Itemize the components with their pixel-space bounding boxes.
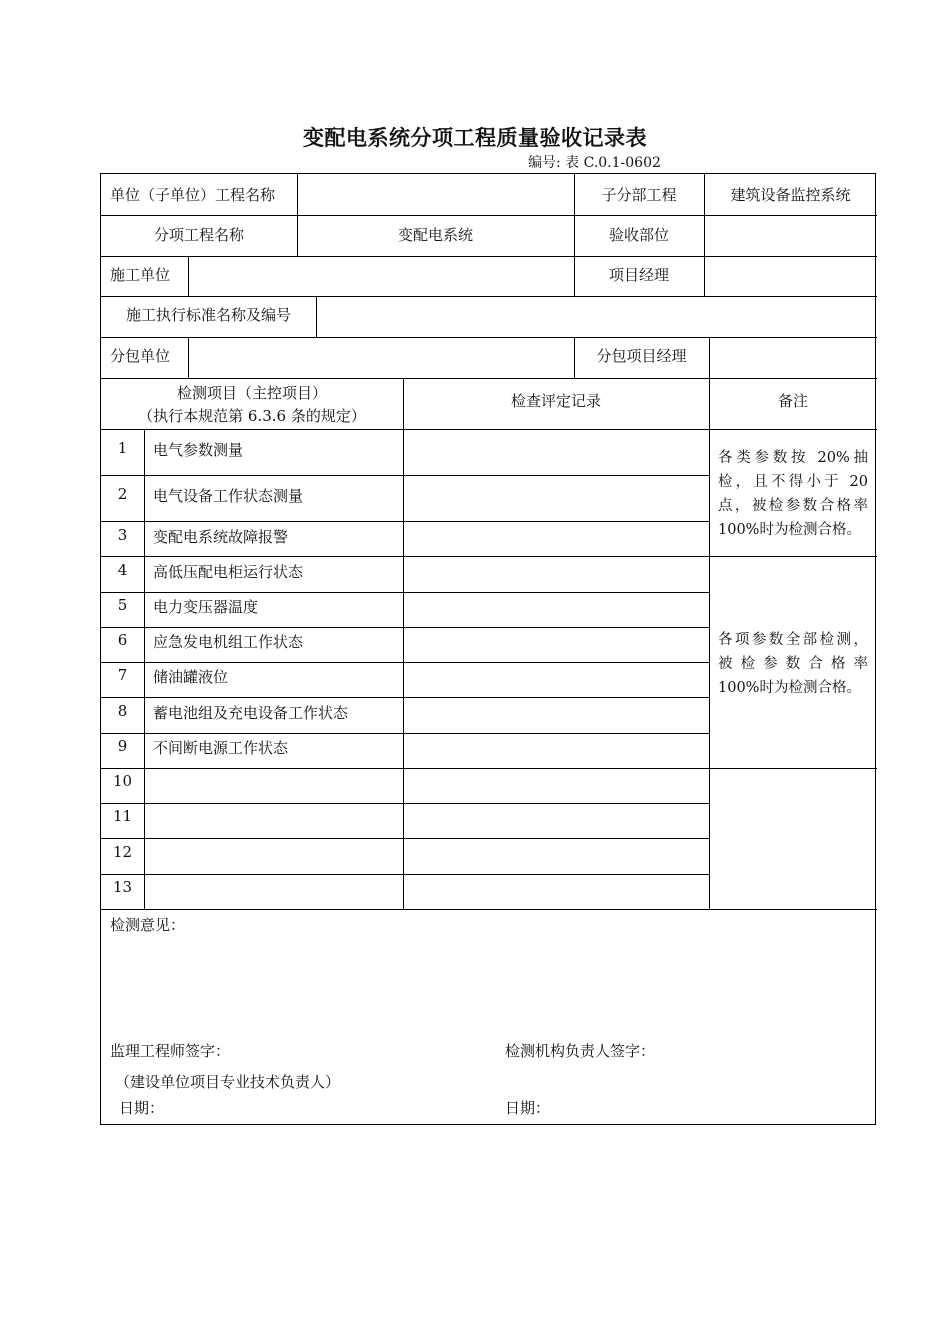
unit-name-label: 单位（子单位）工程名称 (110, 186, 276, 204)
row-item: 蓄电池组及充电设备工作状态 (153, 704, 349, 722)
row-number: 8 (117, 702, 128, 720)
sub-dept-value: 建筑设备监控系统 (730, 186, 851, 204)
remark-column-header: 备注 (777, 392, 808, 410)
row-item: 储油罐液位 (153, 668, 229, 686)
standard-field[interactable] (319, 297, 875, 335)
row-item: 电气设备工作状态测量 (153, 487, 304, 505)
row-number: 4 (117, 561, 128, 579)
date-left-label: 日期： (119, 1099, 165, 1117)
row-item: 不间断电源工作状态 (153, 739, 289, 757)
form-code: 编号: 表 C.0.1-0602 (528, 155, 661, 171)
remark-line: 各类参数按 20%抽 (718, 450, 868, 466)
subcontract-unit-label: 分包单位 (110, 347, 171, 365)
row-number: 2 (117, 485, 128, 503)
remark-line: 点，被检参数合格率 (718, 498, 868, 514)
remark-sampling-rule (718, 446, 868, 542)
row-number: 1 (117, 439, 128, 457)
supervisor-sign-label: 监理工程师签字： (110, 1042, 231, 1060)
accept-part-label: 验收部位 (608, 226, 669, 244)
row-item: 变配电系统故障报警 (153, 528, 289, 546)
item-column-subheader: （执行本规范第 6.3.6 条的规定） (138, 407, 366, 425)
standard-label: 施工执行标准名称及编号 (125, 306, 291, 324)
row-item: 电气参数测量 (153, 441, 244, 459)
date-right-label: 日期： (505, 1099, 551, 1117)
subcontract-unit-field[interactable] (191, 338, 571, 376)
row-number: 10 (112, 772, 133, 790)
row-number: 5 (117, 596, 128, 614)
remark-full-check-rule (718, 628, 868, 700)
subcontract-manager-label: 分包项目经理 (596, 347, 687, 365)
remark-line: 各项参数全部检测， (718, 632, 868, 648)
accept-part-field[interactable] (709, 216, 875, 254)
acceptance-form (100, 173, 876, 1125)
row-item: 应急发电机组工作状态 (153, 633, 304, 651)
item-name-value: 变配电系统 (397, 226, 473, 244)
construction-unit-label: 施工单位 (110, 266, 171, 284)
project-manager-label: 项目经理 (608, 266, 669, 284)
row-number: 3 (117, 526, 128, 544)
row-number: 9 (117, 737, 128, 755)
remark-line: 检，且不得小于 20 (718, 474, 868, 490)
page-title: 变配电系统分项工程质量验收记录表 (303, 125, 647, 150)
row-item: 电力变压器温度 (153, 598, 259, 616)
remark-line: 100%时为检测合格。 (718, 522, 861, 538)
remark-line: 100%时为检测合格。 (718, 680, 861, 696)
owner-tech-label: （建设单位项目专业技术负责人） (115, 1073, 341, 1091)
project-manager-field[interactable] (707, 257, 875, 295)
remark-line: 被检参数合格率 (718, 656, 868, 672)
record-column-header: 检查评定记录 (510, 392, 601, 410)
row-number: 12 (112, 843, 133, 861)
row-number: 13 (112, 878, 133, 896)
row-item: 高低压配电柜运行状态 (153, 563, 304, 581)
item-column-header: 检测项目（主控项目） (176, 384, 327, 402)
row-number: 11 (112, 807, 133, 825)
construction-unit-field[interactable] (191, 257, 571, 295)
subcontract-manager-field[interactable] (712, 338, 875, 376)
item-name-label: 分项工程名称 (153, 226, 244, 244)
opinion-label: 检测意见： (110, 916, 186, 934)
row-number: 7 (117, 666, 128, 684)
sub-dept-label: 子分部工程 (601, 186, 677, 204)
agency-sign-label: 检测机构负责人签字： (505, 1042, 656, 1060)
row-number: 6 (117, 631, 128, 649)
